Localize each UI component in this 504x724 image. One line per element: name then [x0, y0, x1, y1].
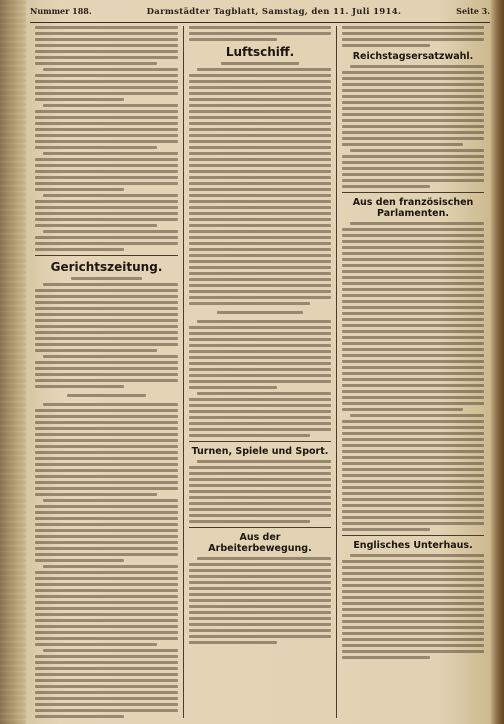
section-heading: Turnen, Spiele und Sport. — [191, 446, 329, 457]
section-heading: Reichstagsersatzwahl. — [352, 51, 474, 62]
section-heading: Luftschiff. — [225, 45, 295, 59]
issue-number: Nummer 188. — [30, 6, 92, 16]
paper-title-date: Darmstädter Tagblatt, Samstag, den 11. Juli 1914. — [146, 7, 402, 17]
masthead — [30, 6, 490, 23]
text-block — [342, 65, 484, 188]
text-block — [342, 554, 484, 659]
page-number: Seite 3. — [456, 6, 490, 16]
binding-edge — [0, 0, 26, 724]
text-block — [189, 557, 331, 644]
text-block — [189, 26, 331, 41]
column-right — [336, 26, 489, 718]
text-block — [342, 222, 484, 531]
page-edge-shadow — [490, 0, 504, 724]
column-middle — [183, 26, 336, 718]
section-heading: Aus der Arbeiterbewegung. — [208, 532, 312, 554]
section-heading: Aus den französischen Parlamenten. — [352, 197, 474, 219]
column-left — [30, 26, 183, 718]
article-columns — [30, 26, 490, 718]
text-block — [35, 277, 178, 718]
text-block — [189, 62, 331, 437]
newspaper-page — [30, 6, 490, 718]
text-block — [35, 26, 178, 251]
text-block — [189, 460, 331, 523]
section-heading: Englisches Unterhaus. — [353, 540, 473, 551]
section-heading: Gerichtszeitung. — [50, 260, 163, 274]
text-block — [342, 26, 484, 47]
